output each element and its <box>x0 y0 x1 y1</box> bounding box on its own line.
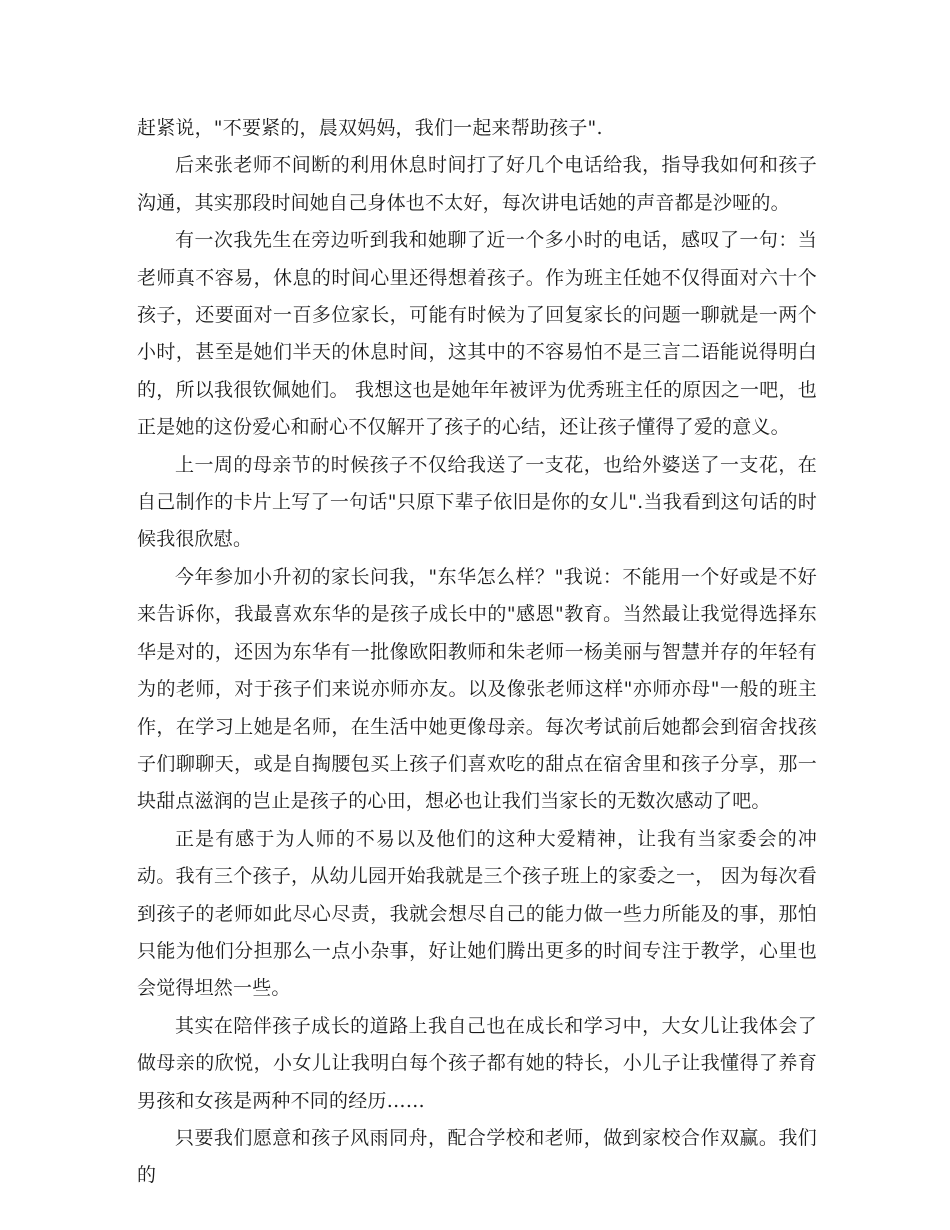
paragraph: 上一周的母亲节的时候孩子不仅给我送了一支花，也给外婆送了一支花，在自己制作的卡片上写了一句话"只原下辈子依旧是你的女儿".当我看到这句话的时候我很欣慰。 <box>137 453 817 551</box>
paragraph: 赶紧说，"不要紧的，晨双妈妈，我们一起来帮助孩子". <box>137 117 603 139</box>
paragraph: 只要我们愿意和孩子风雨同舟，配合学校和老师，做到家校合作双赢。我们的 <box>137 1126 817 1187</box>
paragraph: 后来张老师不间断的利用休息时间打了好几个电话给我，指导我如何和孩子沟通，其实那段时间她自己身体也不太好，每次讲电话她的声音都是沙哑的。 <box>137 154 817 214</box>
document-body <box>137 110 817 1195</box>
paragraph: 正是有感于为人师的不易以及他们的这种大爱精神，让我有当家委会的冲动。我有三个孩子，从幼儿园开始我就是三个孩子班上的家委之一， 因为每次看到孩子的老师如此尽心尽责，我就会想尽自己的能力做一些力所能及的事，那怕只能为他们分担那么一点小杂事，好让她们腾出更多的时间专注于教学，心里也会觉得坦然一些。 <box>137 827 817 1000</box>
paragraph: 其实在陪伴孩子成长的道路上我自己也在成长和学习中，大女儿让我体会了做母亲的欣悦，小女儿让我明白每个孩子都有她的特长，小儿子让我懂得了养育男孩和女孩是两种不同的经历…… <box>137 1014 817 1112</box>
paragraph: 有一次我先生在旁边听到我和她聊了近一个多小时的电话，感叹了一句：当老师真不容易，休息的时间心里还得想着孩子。作为班主任她不仅得面对六十个孩子，还要面对一百多位家长，可能有时候为了回复家长的问题一聊就是一两个小时，甚至是她们半天的休息时间，这其中的不容易怕不是三言二语能说得明白的，所以我很钦佩她们。 我想这也是她年年被评为优秀班主任的原因之一吧，也正是她的这份爱心和耐心不仅解开了孩子的心结，还让孩子懂得了爱的意义。 <box>137 229 817 439</box>
paragraph: 今年参加小升初的家长问我，"东华怎么样？"我说：不能用一个好或是不好来告诉你，我最喜欢东华的是孩子成长中的"感恩"教育。当然最让我觉得选择东华是对的，还因为东华有一批像欧阳教师和朱老师一杨美丽与智慧并存的年轻有为的老师，对于孩子们来说亦师亦友。以及像张老师这样"亦师亦母"一般的班主作，在学习上她是名师，在生活中她更像母亲。每次考试前后她都会到宿舍找孩子们聊聊天，或是自掏腰包买上孩子们喜欢吃的甜点在宿舍里和孩子分享，那一块甜点滋润的岂止是孩子的心田，想必也让我们当家长的无数次感动了吧。 <box>137 565 817 813</box>
